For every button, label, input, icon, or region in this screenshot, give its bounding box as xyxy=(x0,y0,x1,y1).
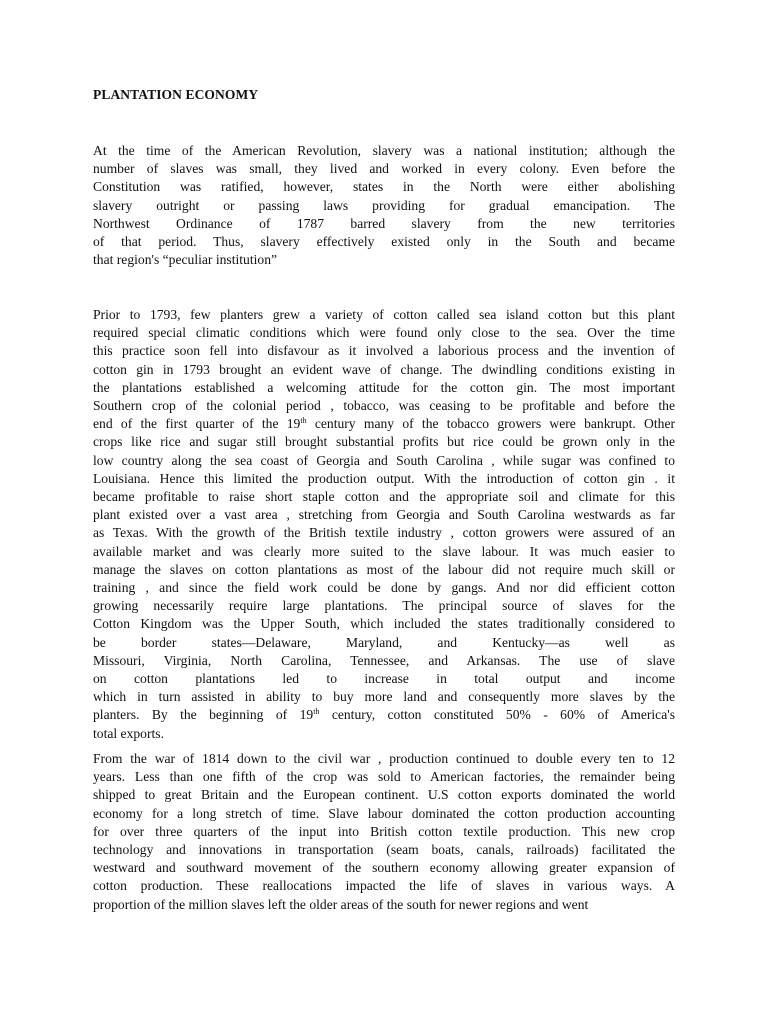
text-line: From the war of 1814 down to the civil war , production continued to double every ten to 12 xyxy=(93,751,675,766)
text-line: cotton production. These reallocations impacted the life of slaves in various ways. A xyxy=(93,878,675,894)
text-line: growing necessarily require large plantations. The principal source of slaves for the xyxy=(93,598,675,614)
text-line: Prior to 1793, few planters grew a variety of cotton called sea island cotton but this plant xyxy=(93,307,675,322)
text-line: slavery outright or passing laws providing for gradual emancipation. The xyxy=(93,197,675,213)
text-line: total exports. xyxy=(93,725,164,741)
text-line: technology and innovations in transportation (seam boats, canals, railroads) facilitated the xyxy=(93,842,675,858)
text-line: planters. By the beginning of 19th century, cotton constituted 50% - 60% of America's xyxy=(93,707,675,723)
text-line: economy for a long stretch of time. Slave labour dominated the cotton production accounting xyxy=(93,805,675,821)
text-line: manage the slaves on cotton plantations as most of the labour did not require much skill or xyxy=(93,561,675,577)
text-line: Southern crop of the colonial period , tobacco, was ceasing to be profitable and before the xyxy=(93,398,675,414)
text-line: low country along the sea coast of Georgia and South Carolina , while sugar was confined to xyxy=(93,452,675,468)
text-line: be border states—Delaware, Maryland, and Kentucky—as well as xyxy=(93,634,675,650)
text-line: for over three quarters of the input into British cotton textile production. This new crop xyxy=(93,823,675,839)
text-line: years. Less than one fifth of the crop was sold to American factories, the remainder being xyxy=(93,769,675,785)
text-line: plant existed over a vast area , stretching from Georgia and South Carolina westwards as far xyxy=(93,507,675,523)
text-line: crops like rice and sugar still brought substantial profits but rice could be grown only in the xyxy=(93,434,675,450)
paragraph-3 xyxy=(93,750,675,914)
text-line: which in turn assisted in ability to buy more land and consequently more slaves by the xyxy=(93,689,675,705)
text-line: Missouri, Virginia, North Carolina, Tennessee, and Arkansas. The use of slave xyxy=(93,652,675,668)
paragraph-1 xyxy=(93,142,675,269)
text-line: as Texas. With the growth of the British textile industry , cotton growers were assured of an xyxy=(93,525,675,541)
text-line: of that period. Thus, slavery effectively existed only in the South and became xyxy=(93,234,675,250)
text-line: Louisiana. Hence this limited the production output. With the introduction of cotton gin . it xyxy=(93,470,675,486)
text-line: Constitution was ratified, however, states in the North were either abolishing xyxy=(93,179,675,195)
text-line: end of the first quarter of the 19th century many of the tobacco growers were bankrupt. Other xyxy=(93,416,675,432)
text-line: available market and was clearly more suited to the slave labour. It was much easier to xyxy=(93,543,675,559)
text-line: cotton gin in 1793 brought an evident wave of change. The dwindling conditions existing in xyxy=(93,361,675,377)
text-line: westward and southward movement of the southern economy allowing greater expansion of xyxy=(93,860,675,876)
text-line: At the time of the American Revolution, slavery was a national institution; although the xyxy=(93,143,675,158)
paragraph-2 xyxy=(93,306,675,743)
text-line: this practice soon fell into disfavour as it involved a laborious process and the invention of xyxy=(93,343,675,359)
text-line: Cotton Kingdom was the Upper South, which included the states traditionally considered to xyxy=(93,616,675,632)
text-line: shipped to great Britain and the European continent. U.S cotton exports dominated the world xyxy=(93,787,675,803)
text-line: Northwest Ordinance of 1787 barred slavery from the new territories xyxy=(93,215,675,231)
text-line: required special climatic conditions which were found only close to the sea. Over the time xyxy=(93,325,675,341)
text-line: that region's “peculiar institution” xyxy=(93,252,278,268)
text-line: training , and since the field work could be done by gangs. And nor did efficient cotton xyxy=(93,580,675,596)
document-title: PLANTATION ECONOMY xyxy=(93,87,259,102)
text-line: proportion of the million slaves left the older areas of the south for newer regions and went xyxy=(93,896,589,912)
text-line: the plantations established a welcoming attitude for the cotton gin. The most important xyxy=(93,379,675,395)
text-line: on cotton plantations led to increase in total output and income xyxy=(93,671,675,687)
text-line: number of slaves was small, they lived and worked in every colony. Even before the xyxy=(93,161,675,177)
text-line: became profitable to raise short staple cotton and the appropriate soil and climate for this xyxy=(93,489,675,505)
